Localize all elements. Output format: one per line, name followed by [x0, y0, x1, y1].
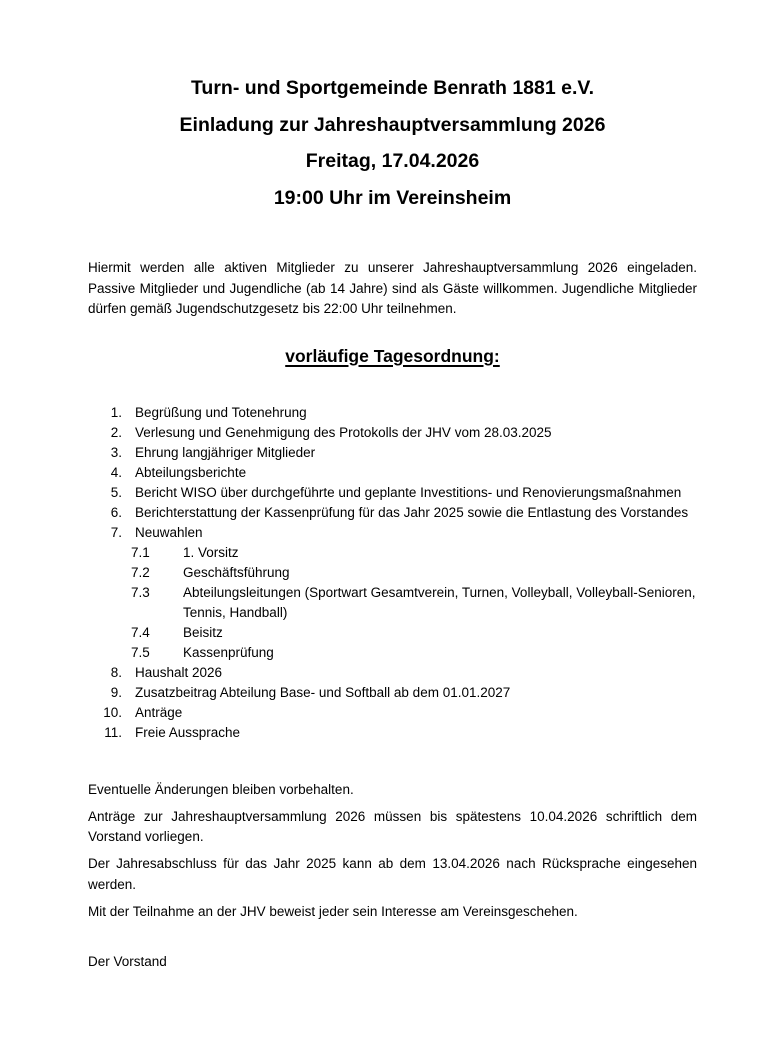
agenda-subitem-text: Abteilungsleitungen (Sportwart Gesamtverein, Turnen, Volleyball, Volleyball-Senioren, Tennis, Handball) — [183, 584, 696, 620]
agenda-subitem-text: 1. Vorsitz — [183, 544, 239, 560]
event-date-heading: Freitag, 17.04.2026 — [305, 150, 480, 172]
agenda-title — [88, 344, 697, 368]
closing-note-participation: Mit der Teilnahme an der JHV beweist jeder sein Interesse am Vereinsgeschehen. — [88, 903, 578, 919]
agenda-list — [88, 403, 697, 743]
agenda-item — [88, 683, 697, 703]
agenda-item-number: 1. — [110, 404, 122, 420]
agenda-item — [88, 423, 697, 443]
closing-notes — [88, 780, 697, 923]
intro-paragraph: Hiermit werden alle aktiven Mitglieder zu unserer Jahreshauptversammlung 2026 eingeladen. Passive Mitglieder und Jugendliche (ab 14 Jahre) sind als Gäste willkommen. Jugendliche Mitglieder dürfen gemäß Jugendschutzgesetz bis 22:00 Uhr teilnehmen. — [88, 260, 697, 316]
agenda-item-number: 3. — [110, 444, 122, 460]
agenda-item-text: Anträge — [135, 704, 183, 720]
agenda-item — [88, 703, 697, 723]
agenda-item-number: 10. — [103, 704, 122, 720]
agenda-item-text: Begrüßung und Totenehrung — [135, 404, 307, 420]
agenda-item — [88, 503, 697, 523]
agenda-item-number: 9. — [110, 684, 122, 700]
agenda-subitem — [131, 623, 697, 643]
agenda-item-text: Zusatzbeitrag Abteilung Base- und Softball ab dem 01.01.2027 — [135, 684, 511, 700]
agenda-item-number: 4. — [110, 464, 122, 480]
org-name-heading: Turn- und Sportgemeinde Benrath 1881 e.V. — [190, 77, 595, 99]
agenda-subitem — [131, 543, 697, 563]
agenda-subitem-number: 7.4 — [131, 624, 150, 640]
closing-note-financial-statement: Der Jahresabschluss für das Jahr 2025 kann ab dem 13.04.2026 nach Rücksprache eingesehen werden. — [88, 856, 697, 892]
agenda-subitem-text: Kassenprüfung — [183, 644, 274, 660]
agenda-item-text: Berichterstattung der Kassenprüfung für das Jahr 2025 sowie die Entlastung des Vorstandes — [135, 504, 689, 520]
agenda-item-text: Haushalt 2026 — [135, 664, 223, 680]
agenda-subitem-number: 7.2 — [131, 564, 150, 580]
agenda-item-number: 6. — [110, 504, 122, 520]
agenda-subitem-text: Geschäftsführung — [183, 564, 290, 580]
agenda-subitem-text: Beisitz — [183, 624, 223, 640]
agenda-item-number: 2. — [110, 424, 122, 440]
agenda-item-number: 7. — [110, 524, 122, 540]
agenda-item — [88, 483, 697, 503]
agenda-item-text: Ehrung langjähriger Mitglieder — [135, 444, 316, 460]
agenda-item-number: 5. — [110, 484, 122, 500]
agenda-item — [88, 443, 697, 463]
agenda-item — [88, 723, 697, 743]
agenda-item — [88, 463, 697, 483]
document-header — [88, 0, 697, 216]
signature: Der Vorstand — [88, 954, 167, 969]
agenda-item — [88, 523, 697, 543]
agenda-item-text: Verlesung und Genehmigung des Protokolls der JHV vom 28.03.2025 — [135, 424, 552, 440]
agenda-subitem-number: 7.5 — [131, 644, 150, 660]
agenda-item-text: Abteilungsberichte — [135, 464, 247, 480]
agenda-subitem — [131, 643, 697, 663]
agenda-item-text: Freie Aussprache — [135, 724, 241, 740]
closing-note-motions-deadline: Anträge zur Jahreshauptversammlung 2026 müssen bis spätestens 10.04.2026 schriftlich dem Vorstand vorliegen. — [88, 808, 697, 844]
agenda-subitem — [131, 583, 697, 623]
agenda-item-text: Bericht WISO über durchgeführte und geplante Investitions- und Renovierungsmaßnahmen — [135, 484, 682, 500]
agenda-subitem-number: 7.1 — [131, 544, 150, 560]
agenda-subitem — [131, 563, 697, 583]
event-time-location-heading: 19:00 Uhr im Vereinsheim — [273, 186, 512, 209]
agenda-subitem-number: 7.3 — [131, 584, 150, 600]
agenda-item-number: 8. — [110, 664, 122, 680]
agenda-item-number: 11. — [104, 724, 122, 740]
agenda-item-text: Neuwahlen — [135, 524, 203, 540]
invitation-title-heading: Einladung zur Jahreshauptversammlung 2026 — [179, 113, 606, 136]
agenda-item — [88, 403, 697, 423]
closing-note-changes: Eventuelle Änderungen bleiben vorbehalten. — [88, 781, 354, 797]
agenda-title-text: vorläufige Tagesordnung: — [285, 345, 500, 366]
agenda-item — [88, 663, 697, 683]
